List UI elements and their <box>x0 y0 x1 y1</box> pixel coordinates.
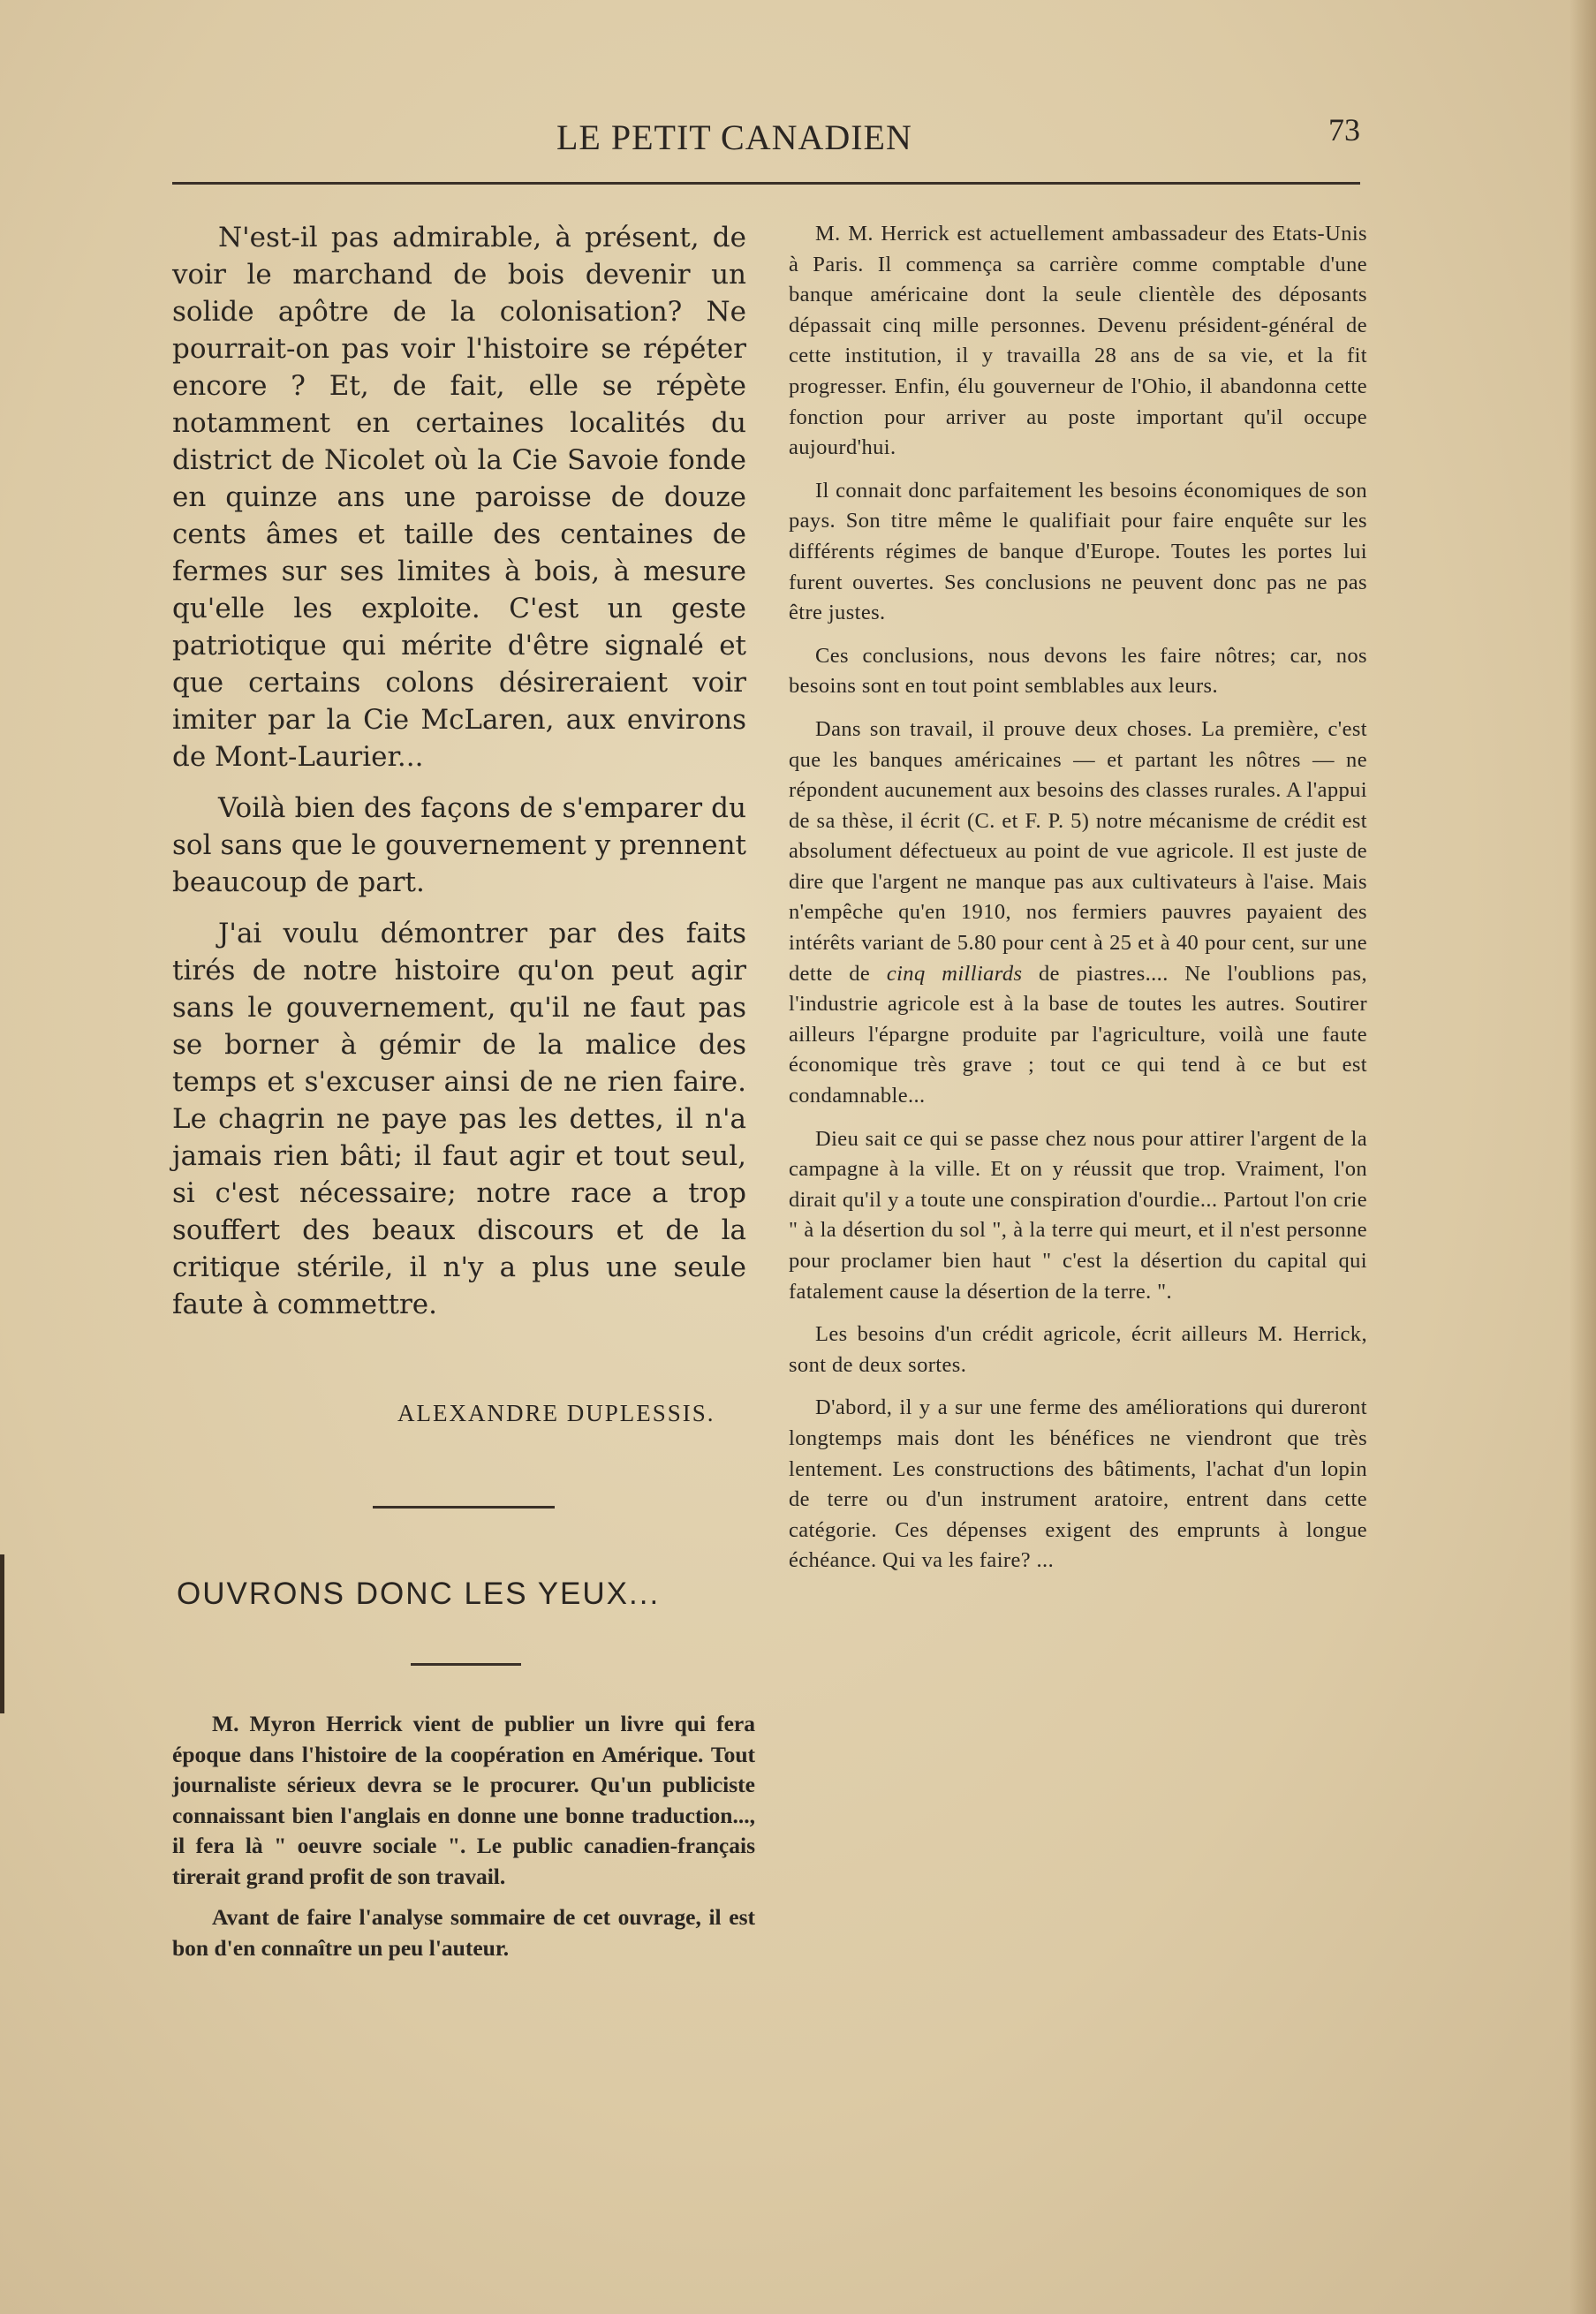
paragraph: Les besoins d'un crédit agricole, écrit ailleurs M. Herrick, sont de deux sortes. <box>789 1322 1367 1377</box>
paragraph: Voilà bien des façons de s'emparer du sol sans que le gouvernement y prennent beaucoup de part. <box>172 792 746 898</box>
paragraph: Dieu sait ce qui se passe chez nous pour attirer l'argent de la campagne à la ville. Et on y réussit que trop. Vraiment, l'on dirait qu'il y a toute une conspiration d'ourdie... Partout l'on crie " à la désertion du sol ", à la terre qui meurt, et il n'est personne pour proclamer bien haut " c'est la désertion du capital qui fatalement cause la désertion de la terre. ". <box>789 1126 1367 1304</box>
paragraph: J'ai voulu démontrer par des faits tirés de notre histoire qu'on peut agir sans le gouvernement, qu'il ne faut pas se borner à gémir de la malice des temps et s'excuser ainsi de ne rien faire. Le chagrin ne paye pas les dettes, il n'a jamais rien bâti; il faut agir et tout seul, si c'est nécessaire; notre race a trop souffert des beaux discours et de la critique stérile, il n'y a plus une seule faute à commettre. <box>172 918 746 1320</box>
header-rule <box>172 182 1360 185</box>
emphasis: cinq milliards <box>886 961 1023 986</box>
paragraph: Avant de faire l'analyse sommaire de cet ouvrage, il est bon d'en connaître un peu l'auteur. <box>172 1904 755 1961</box>
text-run: Dans son travail, il prouve deux choses. La première, c'est que les banques américaines — et partant les nôtres — ne répondent aucunement aux besoins des classes rurales. A l'appui de sa thèse, il écrit (C. et F. P. 5) notre mécanisme de crédit est absolument défectueux au point de vue agricole. Il est juste de dire que l'argent ne manque pas aux cultivateurs à l'aise. Mais n'empêche qu'en 1910, nos fermiers pauvres payaient des intérêts variant de 5.80 pour cent à 25 et à 40 pour cent, sur une dette de <box>789 716 1367 986</box>
paragraph: M. Myron Herrick vient de publier un livre qui fera époque dans l'histoire de la coopération en Amérique. Tout journaliste sérieux devra se le procurer. Qu'un publiciste connaissant bien l'anglais en donne une bonne traduction..., il fera là " oeuvre sociale ". Le public canadien-français tirerait grand profit de son travail. <box>172 1711 755 1889</box>
binding-mark <box>0 1554 4 1713</box>
author-signature: ALEXANDRE DUPLESSIS. <box>397 1400 715 1426</box>
paragraph: D'abord, il y a sur une ferme des améliorations qui dureront longtemps mais dont les bénéfices ne viendront que très lentement. Les constructions des bâtiments, l'achat d'un lopin de terre ou d'un instrument aratoire, entrent dans cette catégorie. Ces dépenses exigent des emprunts à longue échéance. Qui va les faire? ... <box>789 1395 1367 1573</box>
page-number: 73 <box>1328 112 1360 147</box>
text-run: de piastres.... Ne l'oublions pas, l'industrie agricole est à la base de toutes les autres. Soutirer ailleurs l'épargne produite par l'agriculture, voilà une faute économique très grave ; tout ce qui tend à ce but est condamnable... <box>789 961 1367 1108</box>
right-column <box>789 219 1367 1589</box>
publication-title: LE PETIT CANADIEN <box>556 117 912 157</box>
left-column <box>172 219 746 1337</box>
section-title: OUVRONS DONC LES YEUX... <box>177 1577 661 1611</box>
paragraph: M. M. Herrick est actuellement ambassadeur des Etats-Unis à Paris. Il commença sa carrière comme comptable d'une banque américaine dont la seule clientèle des déposants dépassait cinq mille personnes. Devenu président-général de cette institution, il y travailla 28 ans de sa vie, et la fit progresser. Enfin, élu gouverneur de l'Ohio, il abandonna cette fonction pour arriver au poste important qu'il occupe aujourd'hui. <box>789 222 1367 460</box>
section-body <box>172 1709 755 1974</box>
paragraph: Ces conclusions, nous devons les faire nôtres; car, nos besoins sont en tout point semblables aux leurs. <box>789 643 1367 699</box>
paragraph <box>789 715 1367 1112</box>
section-divider <box>373 1506 555 1509</box>
paragraph: N'est-il pas admirable, à présent, de voir le marchand de bois devenir un solide apôtre de la colonisation? Ne pourrait-on pas voir l'histoire se répéter encore ? Et, de fait, elle se répète notamment en certaines localités du district de Nicolet où la Cie Savoie fonde en quinze ans une paroisse de douze cents âmes et taille des centaines de fermes sur ses limites à bois, à mesure qu'elle les exploite. C'est un geste patriotique qui mérite d'être signalé et que certains colons désireraient voir imiter par la Cie McLaren, aux environs de Mont-Laurier... <box>172 222 746 773</box>
paragraph: Il connait donc parfaitement les besoins économiques de son pays. Son titre même le qualifiait pour faire enquête sur les différents régimes de banque d'Europe. Toutes les portes lui furent ouvertes. Ses conclusions ne peuvent donc pas ne pas être justes. <box>789 478 1367 625</box>
page-edge-shadow <box>1570 0 1596 2314</box>
running-header <box>172 106 1360 177</box>
title-underline <box>411 1663 521 1666</box>
